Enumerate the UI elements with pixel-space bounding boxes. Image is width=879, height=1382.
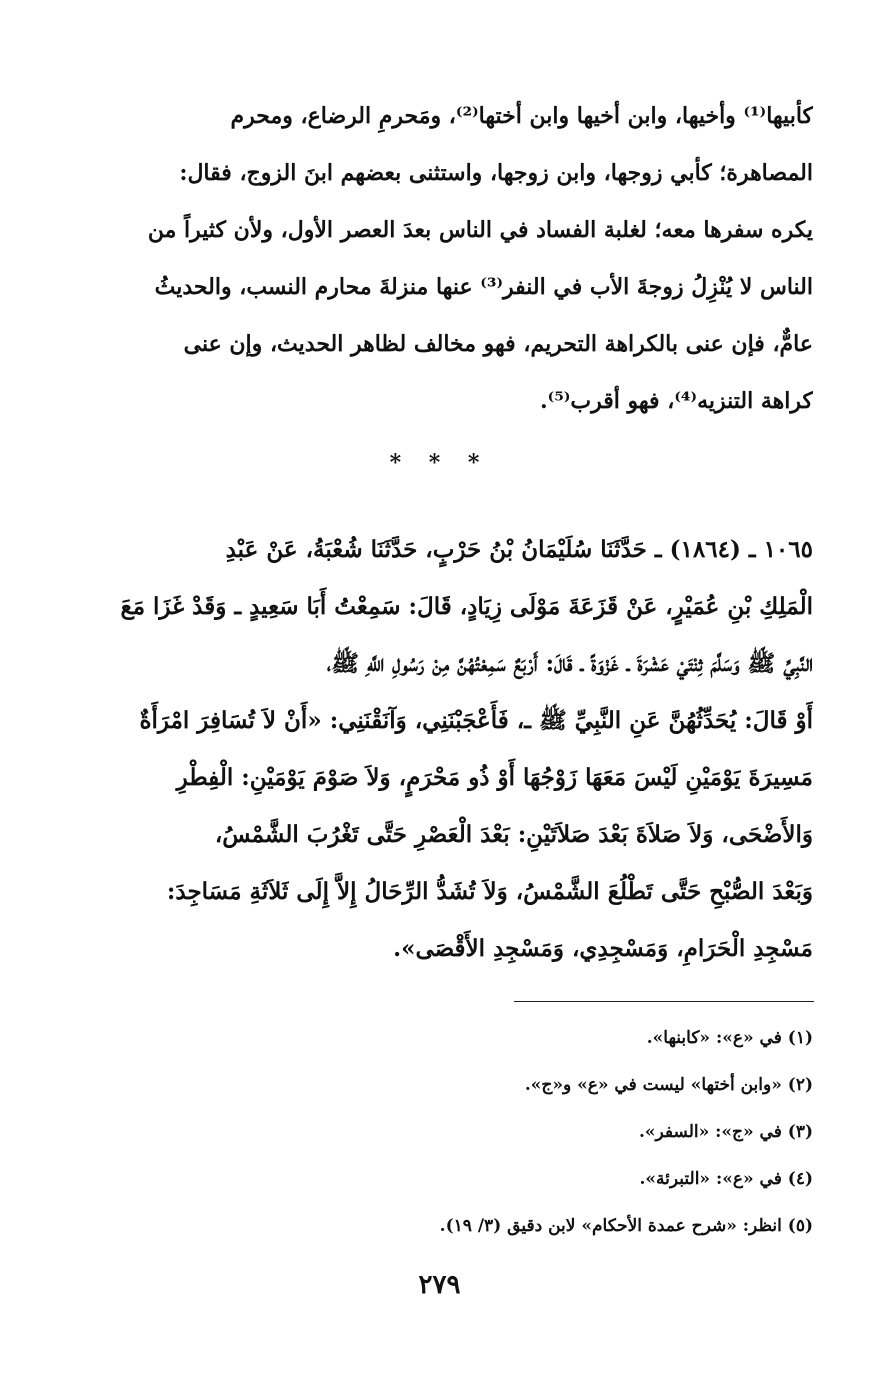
text-line: أَوْ قَالَ: يُحَدِّثُهُنَّ عَنِ النَّبِيِّ ﷺ ـ، فَأَعْجَبْنَنِي، وَآنَقْنَنِي: «أَنْ لاَ تُسَافِرَ امْرَأَةٌ	[139, 707, 813, 734]
text-line: كراهة التنزيه⁽⁴⁾، فهو أقرب⁽⁵⁾.	[539, 388, 813, 414]
commentary-paragraph	[101, 88, 813, 430]
text-line: المصاهرة؛ كأبي زوجها، وابن زوجها، واستثنى بعضهم ابنَ الزوج، فقال:	[179, 160, 813, 186]
text-line: الْمَلِكِ بْنِ عُمَيْرٍ، عَنْ قَزَعَةَ مَوْلَى زِيَادٍ، قَالَ: سَمِعْتُ أَبَا سَعِيدٍ ـ وَقَدْ غَزَا مَعَ	[120, 593, 813, 620]
footnote-item: (٥) انظر: «شرح عمدة الأحكام» لابن دقيق (٣/ ١٩).	[439, 1216, 813, 1236]
section-separator: * * *	[389, 450, 490, 476]
footnotes	[101, 1015, 813, 1250]
text-line: يكره سفرها معه؛ لغلبة الفساد في الناس بعدَ العصر الأول، ولأن كثيراً من	[147, 217, 813, 243]
footnote-item: (١) في «ع»: «كابنها».	[646, 1028, 813, 1048]
footnote-divider	[514, 1001, 814, 1002]
text-line: ١٠٦٥ ـ (١٨٦٤) ـ حَدَّثَنَا سُلَيْمَانُ بْنُ حَرْبٍ، حَدَّثَنَا شُعْبَةُ، عَنْ عَبْدِ	[225, 536, 813, 563]
text-line: عامٌّ، فإن عنى بالكراهة التحريم، فهو مخالف لظاهر الحديث، وإن عنى	[183, 331, 813, 357]
text-line: مَسْجِدِ الْحَرَامِ، وَمَسْجِدِي، وَمَسْجِدِ الأَقْصَى».	[393, 935, 813, 962]
hadith-paragraph	[101, 521, 813, 977]
text-line: كأبيها⁽¹⁾ وأخيها، وابن أخيها وابن أختها⁽²⁾، ومَحرمِ الرضاع، ومحرم	[230, 103, 813, 129]
text-line: الناس لا يُنْزِلُ زوجةَ الأب في النفر⁽³⁾ عنها منزلةَ محارم النسب، والحديثُ	[154, 274, 813, 300]
footnote-item: (٤) في «ع»: «التبرئة».	[639, 1169, 813, 1189]
page-number: ٢٧٩	[418, 1270, 461, 1300]
text-line: النَّبِيِّ ﷺ وَسَلَّمَ ثِنْتَيْ عَشْرَةَ ـ غَزْوَةً ـ قَالَ: أَرْبَعٌ سَمِعْتُهُنَّ مِنْ رَسُولِ اللَّهِ ﷺ،	[326, 650, 813, 677]
text-line: مَسِيرَةَ يَوْمَيْنِ لَيْسَ مَعَهَا زَوْجُهَا أَوْ ذُو مَحْرَمٍ، وَلاَ صَوْمَ يَوْمَيْنِ: الْفِطْرِ	[176, 764, 813, 791]
footnote-item: (٣) في «ج»: «السفر».	[639, 1122, 813, 1142]
text-line: وَبَعْدَ الصُّبْحِ حَتَّى تَطْلُعَ الشَّمْسُ، وَلاَ تُشَدُّ الرِّحَالُ إِلاَّ إِلَى ثَلاَثَةِ مَسَاجِدَ:	[166, 878, 813, 905]
text-line: وَالأَضْحَى، وَلاَ صَلاَةَ بَعْدَ صَلاَتَيْنِ: بَعْدَ الْعَصْرِ حَتَّى تَغْرُبَ الشَّمْسُ،	[214, 821, 813, 848]
footnote-item: (٢) «وابن أختها» ليست في «ع» و«ج».	[524, 1075, 813, 1095]
